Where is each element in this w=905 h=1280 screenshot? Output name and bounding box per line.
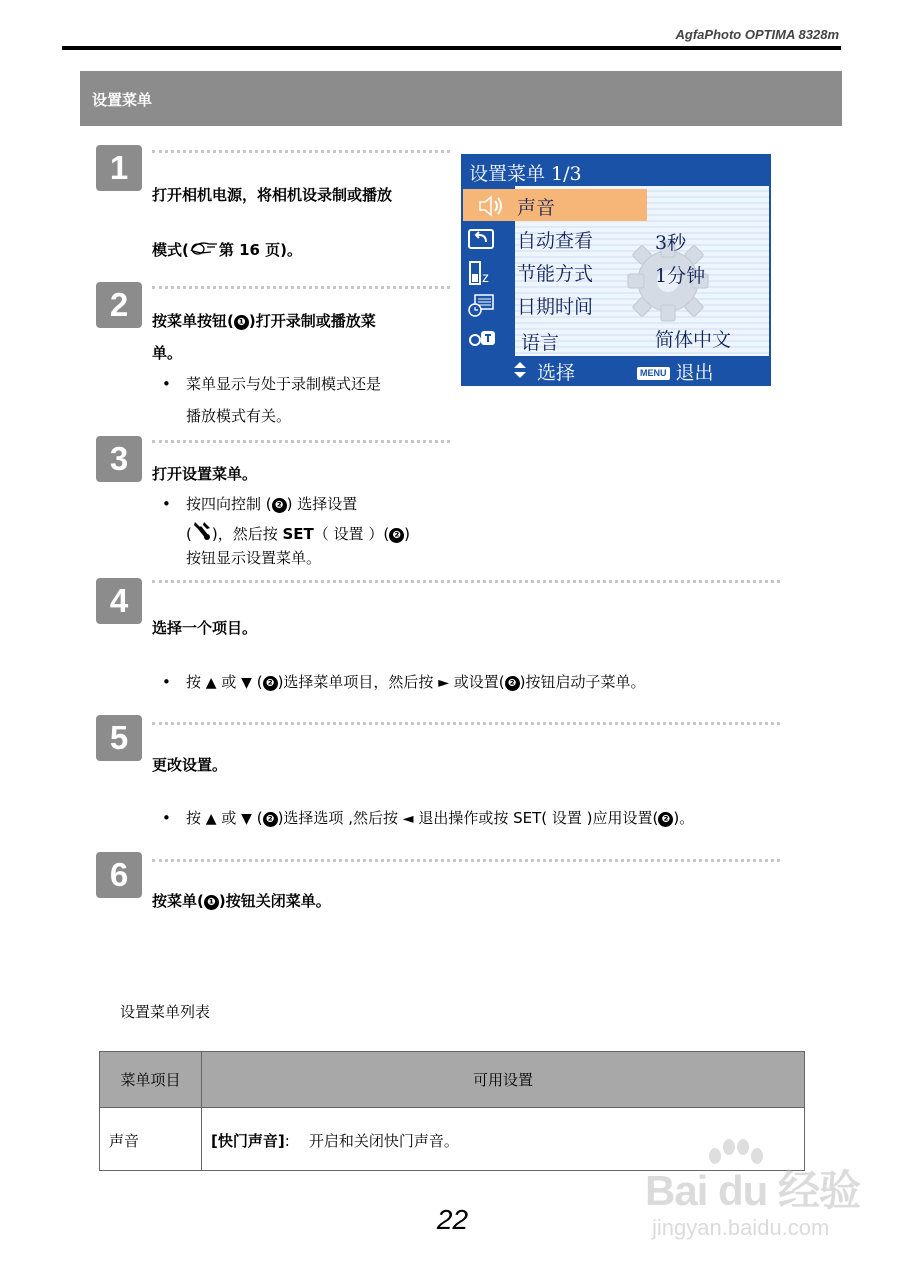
watermark-brand: Bai du 经验 bbox=[645, 1167, 861, 1214]
step-3-text: 打开设置菜单。 bbox=[152, 465, 258, 483]
step-divider-4 bbox=[152, 580, 780, 583]
table-header-row bbox=[100, 1052, 805, 1108]
up-arrow-icon: ▲ bbox=[205, 675, 217, 691]
step-number-6: 6 bbox=[96, 852, 142, 898]
select-hint: 选择 bbox=[537, 362, 576, 384]
speaker-icon bbox=[477, 194, 507, 218]
table-caption: 设置菜单列表 bbox=[120, 1003, 211, 1021]
step-5-bullet: 按 ▲ 或 ▼ ( ❷ )选择选项 ,然后按 ◄ 退出操作或按 SET( 设置 )应用设置( ❷ )。 bbox=[186, 809, 695, 827]
camera-setup-screen bbox=[461, 154, 771, 386]
button-1-icon: ❶ bbox=[234, 315, 249, 330]
camera-header bbox=[463, 156, 769, 186]
step-6-text: 按菜单( ❶ )按钮关闭菜单。 bbox=[152, 892, 331, 910]
step-3-bullet: 按四向控制 ( ❷ ) 选择设置 bbox=[186, 495, 358, 513]
step-divider-6 bbox=[152, 859, 780, 862]
table-header-settings: 可用设置 bbox=[202, 1052, 805, 1108]
step-2-bullet: 菜单显示与处于录制模式还是 bbox=[186, 375, 382, 393]
page-number: 22 bbox=[436, 1204, 469, 1235]
step-number-5: 5 bbox=[96, 715, 142, 761]
step-3-bullet-line2: ( )，然后按 SET（ 设置 ）( ❷ ) bbox=[186, 520, 410, 544]
step-3-bullet-line3: 按钮显示设置菜单。 bbox=[186, 549, 322, 567]
step-divider-2 bbox=[152, 286, 450, 289]
section-bar bbox=[80, 71, 842, 126]
camera-item-sound[interactable]: 声音 bbox=[517, 197, 556, 219]
menu-button-icon: MENU bbox=[637, 367, 670, 380]
language-icon bbox=[467, 326, 497, 350]
table-cell-item: 声音 bbox=[100, 1108, 202, 1171]
exit-hint: 退出 bbox=[675, 362, 714, 384]
camera-item-auto-review[interactable]: 自动查看 bbox=[517, 230, 594, 252]
step-number-4: 4 bbox=[96, 578, 142, 624]
wrench-icon bbox=[192, 520, 212, 542]
power-save-icon bbox=[467, 260, 497, 284]
down-arrow-icon: ▼ bbox=[241, 675, 252, 691]
bullet-dot: • bbox=[162, 809, 171, 827]
section-title: 设置菜单 bbox=[92, 91, 153, 109]
step-divider-5 bbox=[152, 722, 780, 725]
step-1-text-line2: 模式( 第 16 页)。 bbox=[152, 241, 303, 259]
bullet-dot: • bbox=[162, 375, 171, 393]
watermark-url: jingyan.baidu.com bbox=[652, 1215, 830, 1240]
step-2-text-line2: 单。 bbox=[152, 344, 183, 362]
right-arrow-icon: ► bbox=[438, 675, 449, 691]
step-5-text: 更改设置。 bbox=[152, 756, 228, 774]
step-number-1: 1 bbox=[96, 145, 142, 191]
hand-pointer-icon bbox=[189, 239, 219, 257]
camera-item-date-time[interactable]: 日期时间 bbox=[517, 296, 594, 318]
camera-value-language: 简体中文 bbox=[655, 329, 732, 351]
step-number-2: 2 bbox=[96, 282, 142, 328]
review-icon bbox=[467, 227, 497, 251]
left-arrow-icon: ◄ bbox=[402, 811, 414, 827]
step-divider-3 bbox=[152, 440, 450, 443]
camera-item-power-save[interactable]: 节能方式 bbox=[517, 263, 594, 285]
brand-header: AgfaPhoto OPTIMA 8328m bbox=[675, 27, 839, 42]
table-header-item: 菜单项目 bbox=[100, 1052, 202, 1108]
step-number-3: 3 bbox=[96, 436, 142, 482]
table-cell-setting: [快门声音]: 开启和关闭快门声音。 bbox=[202, 1108, 805, 1171]
bullet-dot: • bbox=[162, 673, 171, 691]
bullet-dot: • bbox=[162, 495, 171, 513]
button-2-icon: ❷ bbox=[389, 528, 404, 543]
camera-footer bbox=[463, 356, 769, 384]
button-2-icon: ❷ bbox=[263, 812, 278, 827]
camera-value-auto-review: 3秒 bbox=[655, 232, 687, 254]
step-divider-1 bbox=[152, 150, 450, 153]
up-arrow-icon: ▲ bbox=[205, 811, 217, 827]
down-arrow-icon: ▼ bbox=[241, 811, 252, 827]
calendar-clock-icon bbox=[467, 293, 497, 317]
header-rule bbox=[62, 46, 841, 50]
camera-value-power-save: 1分钟 bbox=[655, 265, 706, 287]
step-4-text: 选择一个项目。 bbox=[152, 619, 258, 637]
step-4-bullet: 按 ▲ 或 ▼ ( ❷ )选择菜单项目，然后按 ► 或设置( ❷ )按钮启动子菜单。 bbox=[186, 673, 646, 691]
camera-menu-title: 设置菜单 1/3 bbox=[469, 163, 582, 185]
up-down-arrow-icon bbox=[513, 361, 527, 383]
svg-text:z: z bbox=[482, 269, 489, 285]
button-1-icon: ❶ bbox=[204, 895, 219, 910]
step-2-text: 按菜单按钮( ❶ )打开录制或播放菜 bbox=[152, 312, 376, 330]
button-2-icon: ❷ bbox=[658, 812, 673, 827]
camera-item-language[interactable]: 语言 bbox=[521, 332, 560, 354]
settings-table bbox=[99, 1051, 805, 1171]
step-2-bullet-line2: 播放模式有关。 bbox=[186, 407, 292, 425]
button-2-icon: ❷ bbox=[272, 498, 287, 513]
button-2-icon: ❷ bbox=[263, 676, 278, 691]
step-1-text: 打开相机电源，将相机设录制或播放 bbox=[152, 186, 393, 204]
button-2-icon: ❷ bbox=[505, 676, 520, 691]
